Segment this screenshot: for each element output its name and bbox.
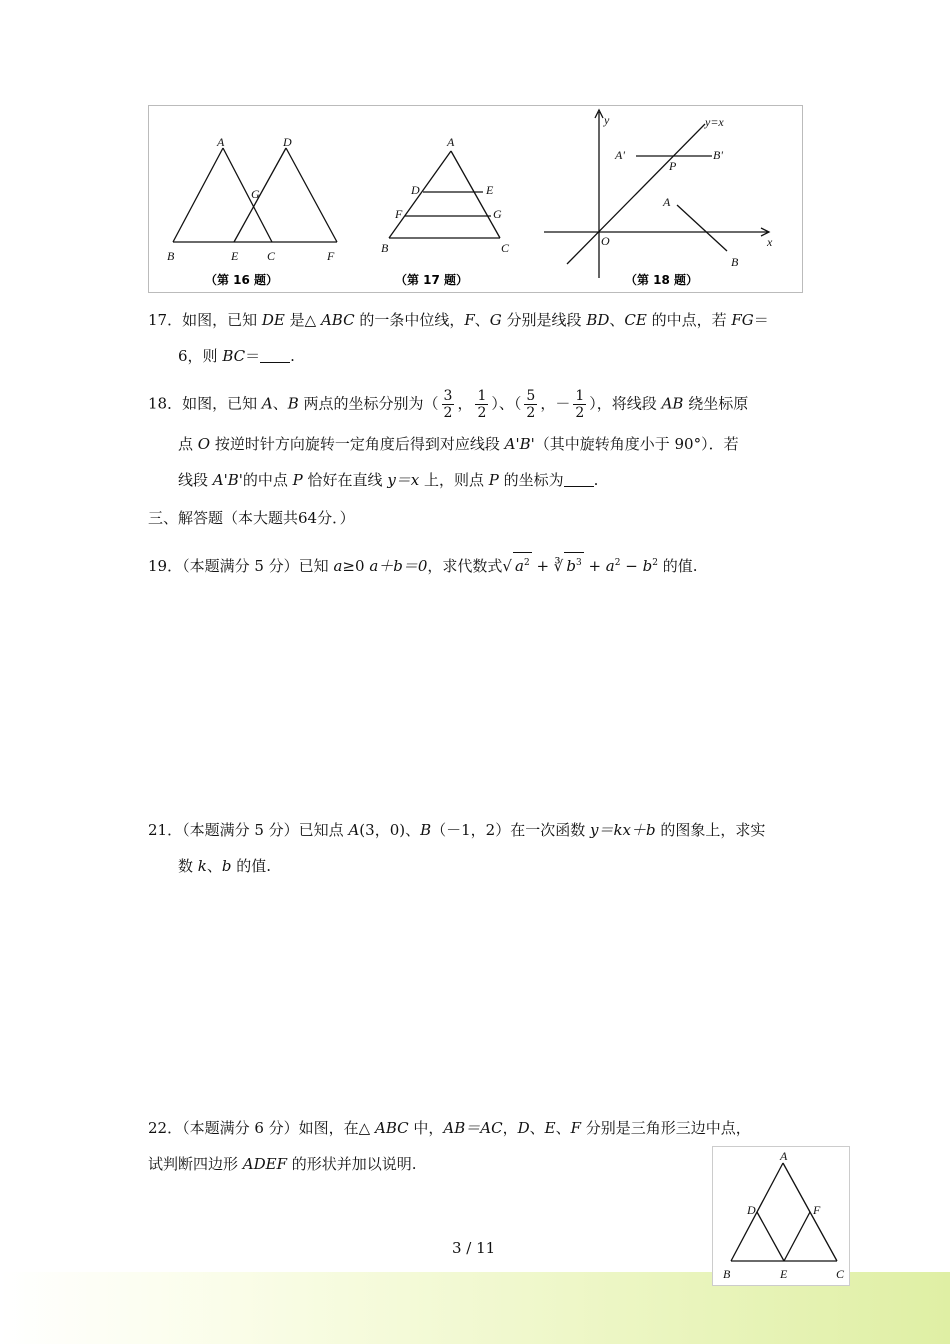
fig16-caption: （第 16 题） [205,273,279,287]
fig17-label-e: E [486,183,494,197]
q19-line1: 19．（本题满分 5 分）已知 a≥0 a＋b＝0，求代数式√ $a^2$ + ∛ $b^3 + a^2 - b^2$ 的值. [148,552,697,576]
figure-17 [389,151,500,238]
fraction-5-2: $\frac{5}{2}$ [526,388,536,421]
section-3-title: 三、解答题（本大题共64分．） [148,509,355,527]
fig22-label-b: B [723,1267,731,1281]
fig17-label-b: B [381,241,389,255]
sqrt-a2: √ $a^2$ [502,557,531,575]
q18-line1: 18．如图，已知 A、B 两点的坐标分别为（ $\frac{3}{2}$ ， $\frac{1}{2}$ ）、（ $\frac{5}{2}$ ，－ $\frac{1}{2}$ ），将线段 AB 绕坐标原 [148,388,749,421]
fig18-label-b: B [731,255,739,269]
q21-line2: 数 k、b 的值. [178,857,272,875]
fig18-caption: （第 18 题） [625,273,699,287]
page-number: 3 / 11 [452,1239,496,1257]
fig18-label-y: y [604,113,610,127]
figure-22 [712,1146,850,1286]
fig16-label-f: F [327,249,335,263]
fig18-label-p: P [669,159,677,173]
fig16-label-a: A [217,135,225,149]
fig22-label-f: F [813,1203,821,1217]
fig16-label-d: D [283,135,292,149]
fig18-label-yx: y=x [705,115,724,129]
q18-answer-blank[interactable] [564,472,594,487]
q17-line1: 17．如图，已知 DE 是△ ABC 的一条中位线，F、G 分别是线段 BD、CE 的中点，若 FG＝ [148,311,769,329]
fig17-caption: （第 17 题） [395,273,469,287]
q18-line3: 线段 A'B'的中点 P 恰好在直线 y＝x 上，则点 P 的坐标为 . [178,471,599,489]
q22-line1: 22．（本题满分 6 分）如图，在△ ABC 中，AB＝AC，D、E、F 分别是三角形三边中点， [148,1119,751,1137]
fig18-label-a-prime: A' [615,148,625,162]
fig16-label-e: E [231,249,239,263]
figure-strip-16-17-18 [148,105,803,293]
fig22-label-e: E [780,1267,788,1281]
fig16-label-b: B [167,249,175,263]
fig22-label-a: A [780,1149,788,1163]
fig22-label-d: D [747,1203,756,1217]
fig18-label-a: A [663,195,671,209]
fig17-label-a: A [447,135,455,149]
fraction-3-2: $\frac{3}{2}$ [443,388,453,421]
figure-22-svg [713,1147,849,1285]
fig17-label-f: F [395,207,403,221]
q18-line2: 点 O 按逆时针方向旋转一定角度后得到对应线段 A'B'（其中旋转角度小于 90°）．若 [178,435,739,453]
fig22-label-c: C [836,1267,845,1281]
q21-line1: 21．（本题满分 5 分）已知点 A(3，0)、B（－1，2）在一次函数 y＝kx＋b 的图象上，求实 [148,821,766,839]
fraction-neg-1-2: $\frac{1}{2}$ [575,388,585,421]
cbrt-b3: ∛ $b^3$ [554,557,584,575]
fig16-label-g: G [251,187,260,201]
fraction-1-2: $\frac{1}{2}$ [477,388,487,421]
q18-number: 18． [148,394,183,413]
q22-number: 22． [148,1119,183,1137]
fig16-label-c: C [267,249,276,263]
fig18-label-o: O [601,234,610,248]
q19-number: 19． [148,557,183,575]
fig18-label-x: x [767,235,773,249]
q21-number: 21． [148,821,183,839]
fig17-label-g: G [493,207,502,221]
fig18-label-b-prime: B' [713,148,723,162]
fig17-label-d: D [411,183,420,197]
q17-answer-blank[interactable] [260,348,290,363]
q17-line2: 6，则 BC＝ . [178,347,295,365]
q17-number: 17． [148,311,183,329]
fig17-label-c: C [501,241,510,255]
figure-18 [544,110,769,278]
figures-svg [149,106,802,292]
q22-line2: 试判断四边形 ADEF 的形状并加以说明. [148,1155,417,1173]
